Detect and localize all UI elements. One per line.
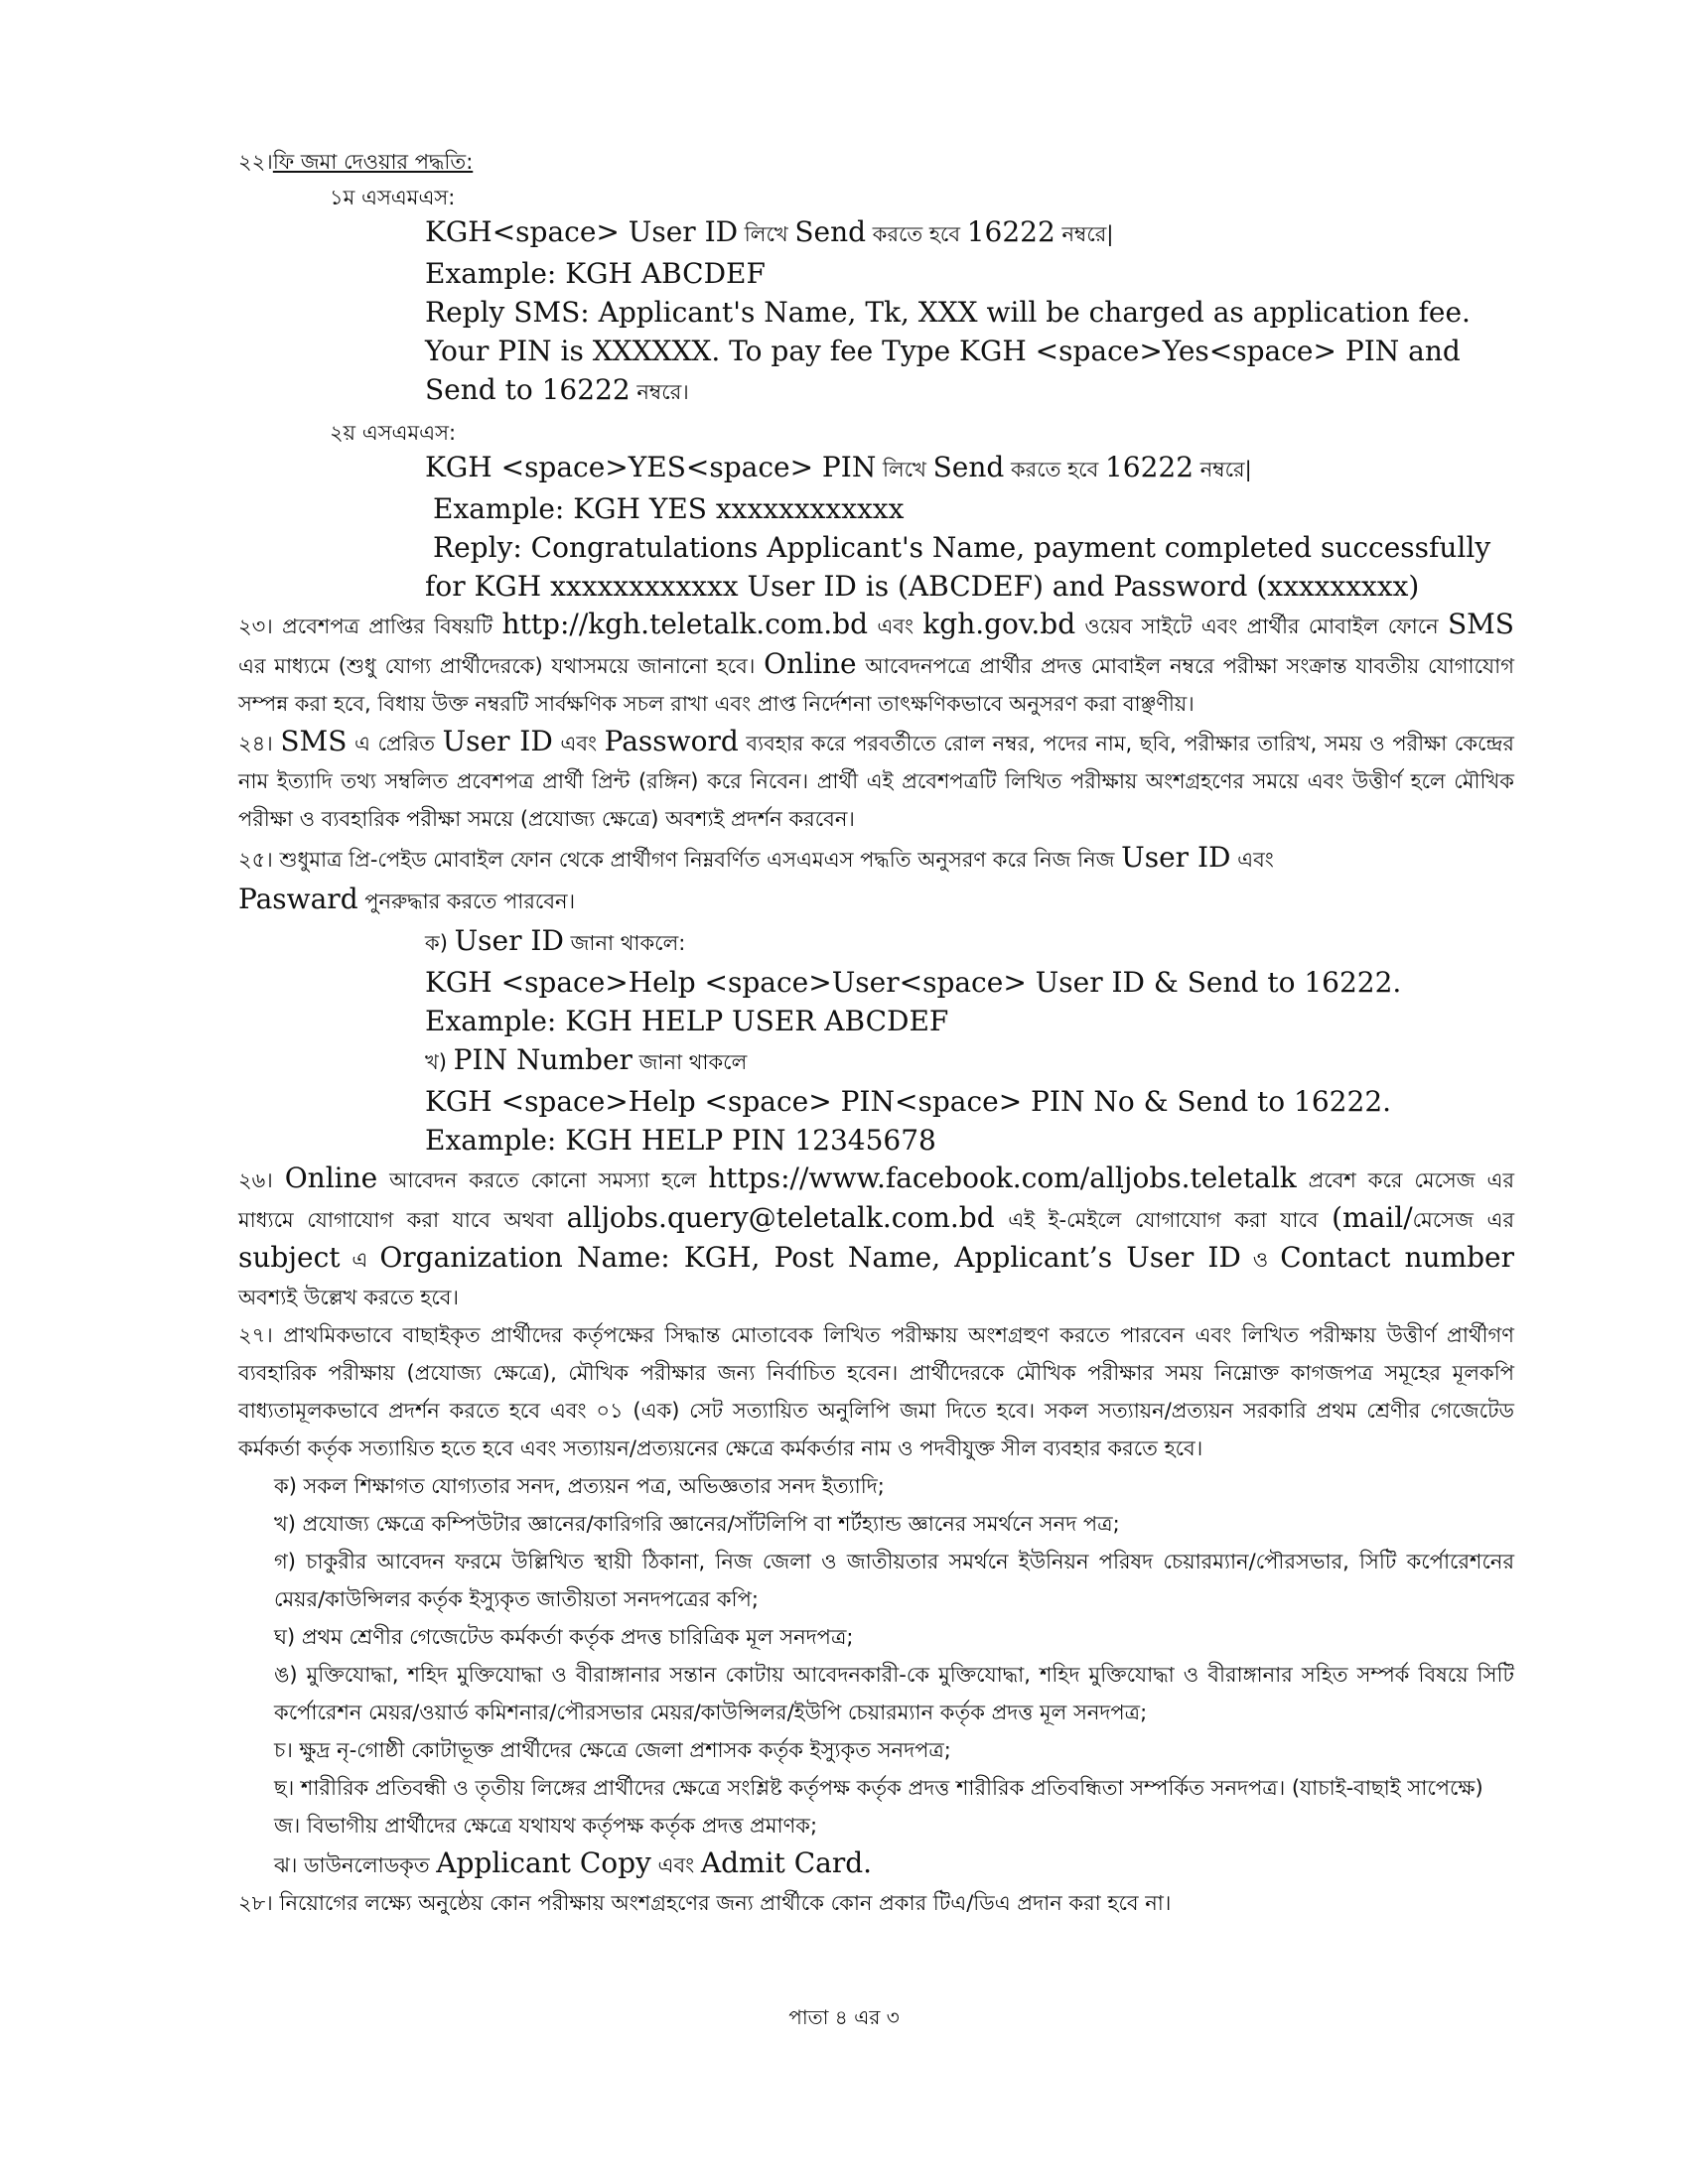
list-item: গ) চাকুরীর আবেদন ফরমে উল্লিখিত স্থায়ী ঠিকানা, নিজ জেলা ও জাতীয়তার সমর্থনে ইউনিয়ন পরিষদ চেয়ারম্যান/পৌরসভার, সিটি কর্পোরেশনের মেয়র/কাউন্সিলর কর্তৃক ইস্যুকৃত জাতীয়তা সনদপত্রের কপি; (274, 1550, 1514, 1611)
list-item: ক) সকল শিক্ষাগত যোগ্যতার সনদ, প্রত্যয়ন পত্র, অভিজ্ঞতার সনদ ইত্যাদি; (274, 1474, 885, 1498)
kha-pin-known: খ) PIN Number জানা থাকলে (425, 1043, 748, 1076)
list-item: খ) প্রযোজ্য ক্ষেত্রে কম্পিউটার জ্ঞানের/কারিগরি জ্ঞানের/সাঁটলিপি বা শর্টহ্যান্ড জ্ঞানের সমর্থনে সনদ পত্র; (274, 1512, 1120, 1536)
section-22 (238, 147, 1514, 606)
section-28: ২৮। নিয়োগের লক্ষ্যে অনুষ্ঠেয় কোন পরীক্ষায় অংশগ্রহণের জন্য প্রার্থীকে কোন প্রকার টিএ/ডিএ প্রদান করা হবে না। (238, 1891, 1172, 1915)
section-22-heading: ২২।ফি জমা দেওয়ার পদ্ধতি: (238, 150, 474, 174)
list-item: চ। ক্ষুদ্র নৃ-গোষ্ঠী কোটাভূক্ত প্রার্থীদের ক্ষেত্রে জেলা প্রশাসক কর্তৃক ইস্যুকৃত সনদপত্র; (274, 1738, 951, 1762)
section-25-intro: ২৫। শুধুমাত্র প্রি-পেইড মোবাইল ফোন থেকে প্রার্থীগণ নিম্নবর্ণিত এসএমএস পদ্ধতি অনুসরণ করে নিজ নিজ User ID এবং (238, 841, 1274, 874)
sms2-label: ২য় এসএমএস: (330, 421, 457, 445)
page-footer: পাতা ৪ এর ৩ (788, 2005, 900, 2029)
section-25: ২৫। শুধুমাত্র প্রি-পেইড মোবাইল ফোন থেকে প্রার্থীগণ নিম্নবর্ণিত এসএমএস পদ্ধতি অনুসরণ করে নিজ নিজ User ID এবং Pasward পুনরুদ্ধার করতে পারবেন। ক) User ID জানা থাকলে: KGH <space>Help <space>User<space> User ID & Send to 16222. Example: KGH HELP USER ABCDEF খ) PIN Number জানা থাকলে KGH <space>Help <space> PIN<space> PIN No & Send to 16222. Example: KGH HELP PIN 12345678 (238, 838, 1514, 1160)
section-23: ২৩। প্রবেশপত্র প্রাপ্তির বিষয়টি http://kgh.teletalk.com.bd এবং kgh.gov.bd ওয়েব সাইটে এবং প্রার্থীর মোবাইল ফোনে SMS এর মাধ্যমে (শুধু যোগ্য প্রার্থীদেরকে) যথাসময়ে জানানো হবে। Online আবেদনপত্রে প্রার্থীর প্রদত্ত মোবাইল নম্বরে পরীক্ষা সংক্রান্ত যাবতীয় যোগাযোগ সম্পন্ন করা হবে, বিধায় উক্ত নম্বরটি সার্বক্ষণিক সচল রাখা এবং প্রাপ্ত নির্দেশনা তাৎক্ষণিকভাবে অনুসরণ করা বাঞ্ছণীয়। (238, 608, 1514, 716)
admit-card-url: http://kgh.teletalk.com.bd (501, 608, 869, 640)
support-email: alljobs.query@teletalk.com.bd (566, 1201, 995, 1234)
list-item: জ। বিভাগীয় প্রার্থীদের ক্ষেত্রে যথাযথ কর্তৃপক্ষ কর্তৃক প্রদত্ত প্রমাণক; (274, 1814, 818, 1838)
list-item: ঝ। ডাউনলোডকৃত Applicant Copy এবং Admit Card. (274, 1846, 873, 1879)
ka-example: Example: KGH HELP USER ABCDEF (425, 1005, 949, 1037)
sms2-command: KGH <space>YES<space> PIN লিখে Send করতে হবে 16222 নম্বরে| (425, 451, 1252, 483)
ka-user-id-known: ক) User ID জানা থাকলে: (425, 924, 686, 957)
list-item: ঘ) প্রথম শ্রেণীর গেজেটেড কর্মকর্তা কর্তৃক প্রদত্ত চারিত্রিক মূল সনদপত্র; (274, 1625, 854, 1649)
section-24: ২৪। SMS এ প্রেরিত User ID এবং Password ব্যবহার করে পরবর্তীতে রোল নম্বর, পদের নাম, ছবি, পরীক্ষার তারিখ, সময় ও পরীক্ষা কেন্দ্রের নাম ইত্যাদি তথ্য সম্বলিত প্রবেশপত্র প্রার্থী প্রিন্ট (রঙ্গিন) করে নিবেন। প্রার্থী এই প্রবেশপত্রটি লিখিত পরীক্ষায় অংশগ্রহণের সময়ে এবং উত্তীর্ণ হলে মৌখিক পরীক্ষা ও ব্যবহারিক পরীক্ষা সময়ে (প্রযোজ্য ক্ষেত্রে) অবশ্যই প্রদর্শন করবেন। (238, 725, 1514, 831)
sms2-reply-line-2: for KGH xxxxxxxxxxxx User ID is (ABCDEF) and Password (xxxxxxxxx) (425, 570, 1420, 603)
sms1-command: KGH<space> User ID লিখে Send করতে হবে 16222 নম্বরে| (425, 215, 1114, 248)
gov-site-url: kgh.gov.bd (922, 608, 1076, 640)
sms1-reply-line-2: Your PIN is XXXXXX. To pay fee Type KGH <space>Yes<space> PIN and (425, 335, 1461, 367)
section-26: ২৬। Online আবেদন করতে কোনো সমস্যা হলে https://www.facebook.com/alljobs.teletalk প্রবেশ করে মেসেজ এর মাধ্যমে যোগাযোগ করা যাবে অথবা alljobs.query@teletalk.com.bd এই ই-মেইলে যোগাযোগ করা যাবে (mail/মেসেজ এর subject এ Organization Name: KGH, Post Name, Applicant’s User ID ও Contact number অবশ্যই উল্লেখ করতে হবে। (238, 1161, 1515, 1309)
list-item: ছ। শারীরিক প্রতিবন্ধী ও তৃতীয় লিঙ্গের প্রার্থীদের ক্ষেত্রে সংশ্লিষ্ট কর্তৃপক্ষ কর্তৃক প্রদত্ত শারীরিক প্রতিবন্ধিতা সম্পর্কিত সনদপত্র। (যাচাই-বাছাই সাপেক্ষে) (274, 1776, 1483, 1800)
section-27: ২৭। প্রাথমিকভাবে বাছাইকৃত প্রার্থীদের কর্তৃপক্ষের সিদ্ধান্ত মোতাবেক লিখিত পরীক্ষায় অংশগ্রহুণ করতে পারবেন এবং লিখিত পরীক্ষায় উত্তীর্ণ প্রার্থীগণ ব্যবহারিক পরীক্ষায় (প্রযোজ্য ক্ষেত্রে), মৌখিক পরীক্ষার জন্য নির্বাচিত হবেন। প্রার্থীদেরকে মৌখিক পরীক্ষার সময় নিম্নোক্ত কাগজপত্র সমূহের মূলকপি বাধ্যতামূলকভাবে প্রদর্শন করতে হবে এবং ০১ (এক) সেট সত্যায়িত অনুলিপি জমা দিতে হবে। সকল সত্যায়ন/প্রত্যয়ন সরকারি প্রথম শ্রেণীর গেজেটেড কর্মকর্তা কর্তৃক সত্যায়িত হতে হবে এবং সত্যায়ন/প্রত্যয়নের ক্ষেত্রে কর্মকর্তার নাম ও পদবীযুক্ত সীল ব্যবহার করতে হবে। (238, 1323, 1514, 1460)
document-body (238, 147, 1514, 1922)
sms1-reply-line-1: Reply SMS: Applicant's Name, Tk, XXX will be charged as application fee. (425, 296, 1471, 329)
sms1-example: Example: KGH ABCDEF (425, 257, 766, 290)
sms1-label: ১ম এসএমএস: (330, 186, 456, 209)
sms2-reply-line-1: Reply: Congratulations Applicant's Name, payment completed successfully (433, 531, 1491, 564)
section-22-title: ফি জমা দেওয়ার পদ্ধতি: (272, 150, 474, 174)
kha-command: KGH <space>Help <space> PIN<space> PIN No & Send to 16222. (425, 1085, 1392, 1118)
sms2-example: Example: KGH YES xxxxxxxxxxxx (433, 492, 905, 525)
facebook-url: https://www.facebook.com/alljobs.teletalk (708, 1161, 1297, 1194)
list-item: ঙ) মুক্তিযোদ্ধা, শহিদ মুক্তিযোদ্ধা ও বীরাঙ্গানার সন্তান কোটায় আবেদনকারী-কে মুক্তিযোদ্ধা, শহিদ মুক্তিযোদ্ধা ও বীরাঙ্গানার সহিত সম্পর্ক বিষয়ে সিটি কর্পোরেশন মেয়র/ওয়ার্ড কমিশনার/পৌরসভার মেয়র/কাউন্সিলর/ইউপি চেয়ারম্যান কর্তৃক প্রদত্ত মূল সনদপত্র; (274, 1663, 1514, 1724)
ka-command: KGH <space>Help <space>User<space> User ID & Send to 16222. (425, 966, 1402, 999)
section-27-list (238, 1467, 1514, 1884)
sms1-reply-line-3: Send to 16222 নম্বরে। (425, 373, 689, 406)
kha-example: Example: KGH HELP PIN 12345678 (425, 1124, 936, 1157)
